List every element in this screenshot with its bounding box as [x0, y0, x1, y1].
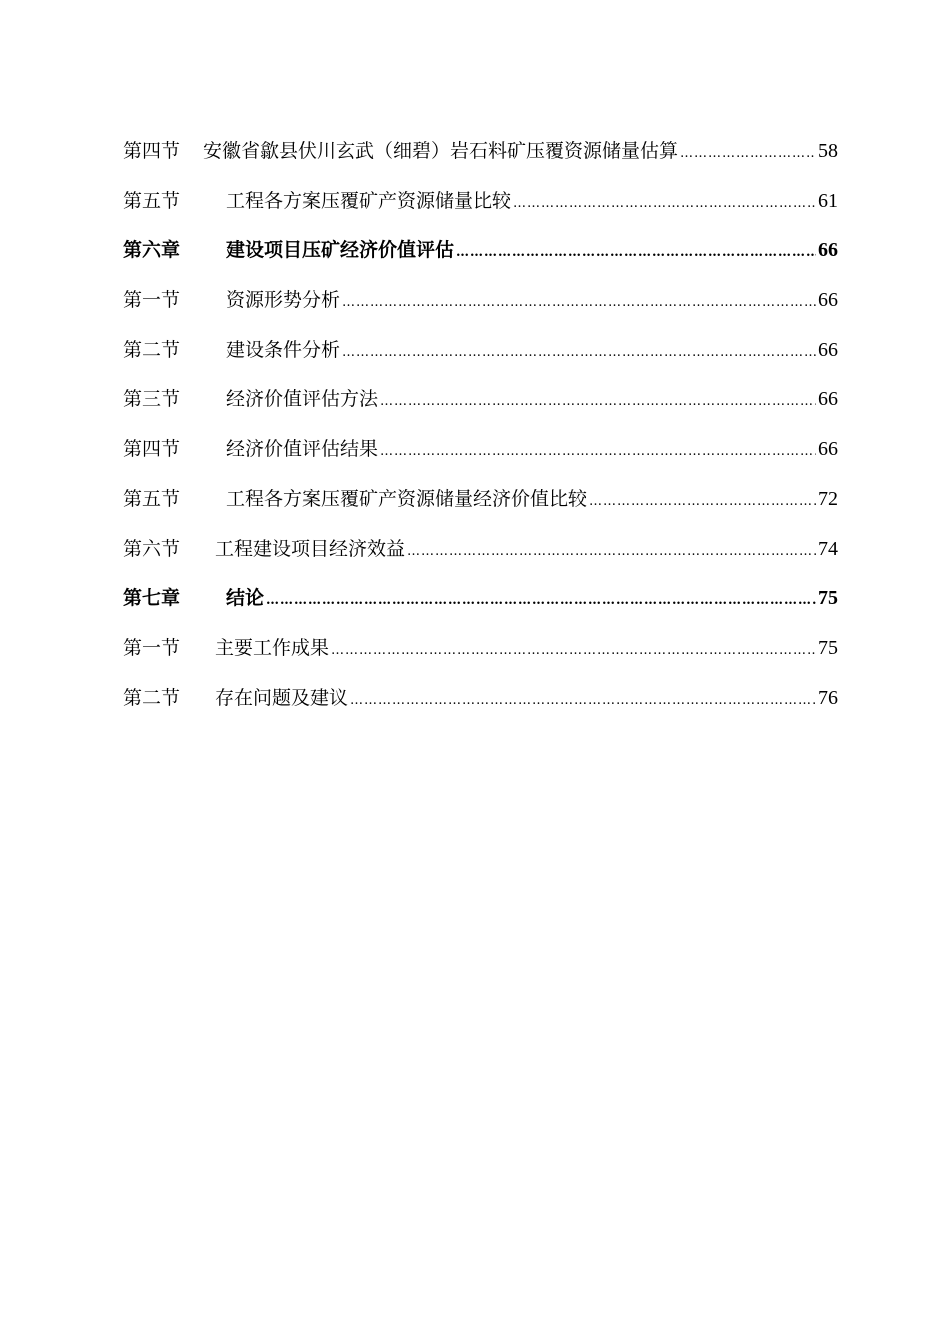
toc-leader-dots — [266, 582, 816, 620]
toc-entry-page: 75 — [818, 587, 838, 610]
toc-entry-title: 建设项目压矿经济价值评估 — [226, 239, 455, 262]
toc-leader-dots — [380, 433, 816, 471]
toc-leader-dots — [407, 533, 816, 571]
toc-entry-title: 主要工作成果 — [215, 636, 330, 659]
toc-entry-title: 存在问题及建议 — [215, 686, 349, 709]
toc-entry-label: 第六章 — [123, 239, 181, 262]
toc-entry-label: 第二节 — [123, 338, 181, 361]
toc-entry-title: 经济价值评估结果 — [226, 438, 379, 461]
toc-entry-label: 第五节 — [123, 189, 181, 212]
toc-entry[interactable] — [123, 380, 838, 430]
toc-entry-page: 61 — [818, 189, 838, 212]
toc-chapter-entry[interactable] — [123, 231, 838, 281]
toc-entry-title: 资源形势分析 — [226, 289, 341, 312]
toc-entry-label: 第二节 — [123, 686, 181, 709]
toc-leader-dots — [589, 483, 816, 521]
toc-entry[interactable] — [123, 331, 838, 381]
toc-entry[interactable] — [123, 530, 838, 580]
toc-entry-label: 第五节 — [123, 487, 181, 510]
toc-entry-title: 经济价值评估方法 — [226, 388, 379, 411]
toc-leader-dots — [513, 185, 816, 223]
toc-entry-page: 74 — [818, 537, 838, 560]
toc-entry[interactable] — [123, 281, 838, 331]
toc-entry-label: 第三节 — [123, 388, 181, 411]
toc-leader-dots — [456, 234, 816, 272]
toc-leader-dots — [680, 135, 816, 173]
toc-entry-title: 工程各方案压覆矿产资源储量经济价值比较 — [226, 487, 588, 510]
toc-entry-page: 66 — [818, 239, 838, 262]
toc-entry-label: 第六节 — [123, 537, 181, 560]
toc-entry-page: 75 — [818, 636, 838, 659]
toc-entry-page: 66 — [818, 289, 838, 312]
toc-entry-title: 安徽省歙县伏川玄武（细碧）岩石料矿压覆资源储量估算 — [203, 140, 679, 162]
toc-entry-label: 第一节 — [123, 289, 181, 312]
toc-leader-dots — [350, 682, 816, 720]
toc-entry-page: 72 — [818, 487, 838, 510]
toc-entry-label: 第四节 — [123, 438, 181, 461]
toc-entry-label: 第一节 — [123, 636, 181, 659]
toc-entry[interactable] — [123, 629, 838, 679]
toc-entry-page: 66 — [818, 388, 838, 411]
toc-entry-label: 第七章 — [123, 587, 181, 610]
table-of-contents — [123, 132, 838, 728]
toc-entry-title: 建设条件分析 — [226, 338, 341, 361]
toc-entry[interactable] — [123, 480, 838, 530]
toc-chapter-entry[interactable] — [123, 579, 838, 629]
toc-entry-page: 66 — [818, 438, 838, 461]
toc-entry-page: 58 — [818, 140, 838, 162]
toc-entry-title: 工程建设项目经济效益 — [215, 537, 406, 560]
toc-entry-title: 结论 — [226, 587, 265, 610]
toc-entry[interactable] — [123, 132, 838, 182]
toc-entry-label: 第四节 — [123, 140, 181, 162]
toc-leader-dots — [342, 284, 816, 322]
toc-entry[interactable] — [123, 679, 838, 729]
toc-leader-dots — [331, 632, 816, 670]
toc-leader-dots — [380, 383, 816, 421]
toc-entry-page: 66 — [818, 338, 838, 361]
toc-leader-dots — [342, 334, 816, 372]
toc-entry[interactable] — [123, 182, 838, 232]
toc-entry-page: 76 — [818, 686, 838, 709]
toc-entry[interactable] — [123, 430, 838, 480]
toc-entry-title: 工程各方案压覆矿产资源储量比较 — [226, 189, 512, 212]
